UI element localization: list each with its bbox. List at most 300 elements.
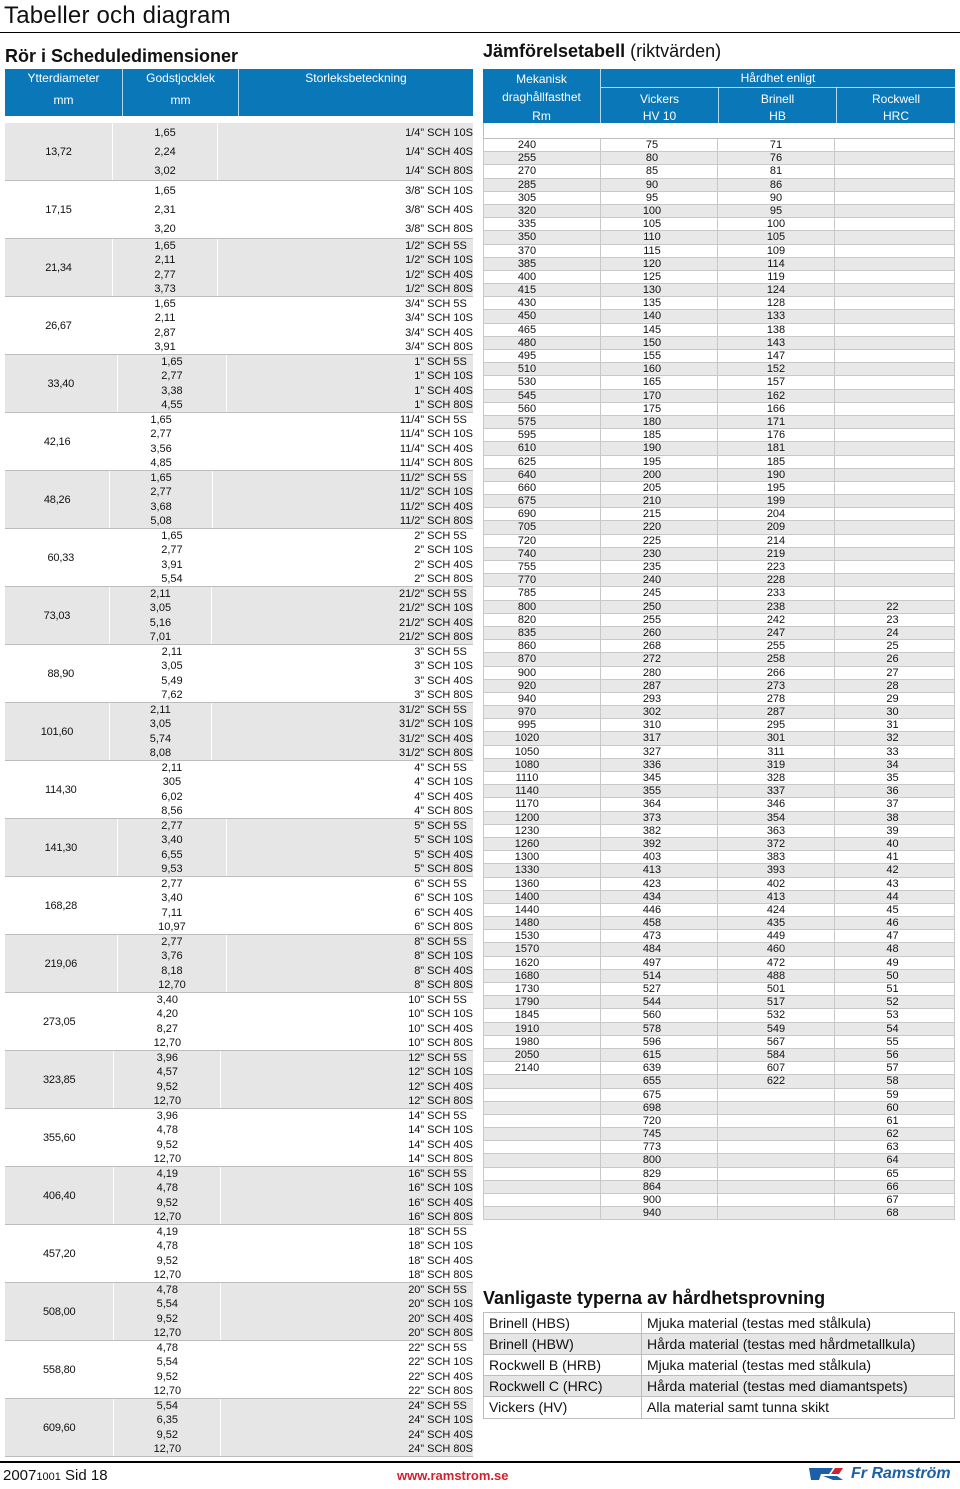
page-title: Tabeller och diagram bbox=[4, 2, 231, 29]
hardness-row bbox=[484, 759, 954, 772]
test-type-description: Hårda material (testas med hårdmetallkula) bbox=[647, 1336, 916, 1352]
brinell-cell: 383 bbox=[718, 851, 835, 863]
tensile-strength-cell: 640 bbox=[484, 469, 601, 481]
vickers-cell: 413 bbox=[601, 864, 718, 876]
wall-thickness-value: 7,11 bbox=[161, 906, 183, 919]
tensile-strength-cell: 940 bbox=[484, 693, 601, 705]
tensile-strength-cell bbox=[484, 1168, 601, 1180]
vickers-cell: 423 bbox=[601, 878, 718, 890]
outer-diameter-cell: 60,33 bbox=[47, 551, 75, 564]
vickers-cell: 145 bbox=[601, 324, 718, 336]
brinell-cell: 162 bbox=[718, 390, 835, 402]
test-type-description: Mjuka material (testas med stålkula) bbox=[647, 1357, 872, 1373]
wall-thickness-cell bbox=[117, 645, 227, 702]
pipe-group-row bbox=[5, 703, 473, 761]
wall-thickness-value: 3,68 bbox=[150, 500, 172, 513]
brinell-cell: 460 bbox=[718, 943, 835, 955]
hardness-row bbox=[484, 561, 954, 574]
vickers-cell: 458 bbox=[601, 917, 718, 929]
size-designation-value: 2” SCH 40S bbox=[414, 558, 473, 571]
tensile-strength-cell: 1440 bbox=[484, 904, 601, 916]
brinell-cell: 138 bbox=[718, 324, 835, 336]
rockwell-cell bbox=[835, 271, 954, 283]
hardness-row bbox=[484, 310, 954, 323]
brinell-cell: 214 bbox=[718, 535, 835, 547]
tensile-strength-cell: 370 bbox=[484, 245, 601, 257]
test-type-description: Hårda material (testas med diamantspets) bbox=[647, 1378, 908, 1394]
wall-thickness-value: 9,52 bbox=[156, 1428, 179, 1441]
tensile-strength-cell: 920 bbox=[484, 680, 601, 692]
vickers-cell: 190 bbox=[601, 442, 718, 454]
tensile-strength-cell: 305 bbox=[484, 192, 601, 204]
tensile-strength-cell: 1230 bbox=[484, 825, 601, 837]
wall-thickness-value: 4,19 bbox=[156, 1168, 179, 1181]
size-designation-value: 8” SCH 40S bbox=[414, 964, 473, 977]
vickers-cell: 675 bbox=[601, 1089, 718, 1101]
size-designation-value: 20” SCH 10S bbox=[408, 1298, 473, 1311]
brinell-cell: 258 bbox=[718, 653, 835, 665]
outer-diameter-cell: 13,72 bbox=[45, 145, 72, 158]
brinell-cell: 124 bbox=[718, 284, 835, 296]
brinell-header: Brinell bbox=[760, 92, 795, 106]
mek-header: Mekanisk bbox=[516, 72, 567, 86]
footer-rule bbox=[0, 1461, 960, 1463]
tensile-strength-cell: 800 bbox=[484, 601, 601, 613]
wall-thickness-value: 1,65 bbox=[154, 184, 176, 197]
brinell-cell: 105 bbox=[718, 231, 835, 243]
tensile-strength-cell: 675 bbox=[484, 495, 601, 507]
vickers-cell: 403 bbox=[601, 851, 718, 863]
size-designation-value: 8” SCH 10S bbox=[414, 950, 473, 963]
rockwell-cell: 35 bbox=[886, 772, 899, 784]
tensile-strength-cell: 835 bbox=[484, 627, 601, 639]
vickers-cell: 327 bbox=[601, 746, 718, 758]
size-designation-cell bbox=[220, 993, 473, 1050]
outer-diameter-cell: 88,90 bbox=[47, 667, 75, 680]
size-designation-value: 6” SCH 10S bbox=[414, 892, 473, 905]
size-designation-value: 21/2” SCH 5S bbox=[399, 588, 467, 601]
tensile-strength-cell: 625 bbox=[484, 456, 601, 468]
wall-thickness-value: 2,31 bbox=[154, 203, 176, 216]
vickers-cell: 560 bbox=[601, 1009, 718, 1021]
vickers-cell: 100 bbox=[601, 205, 718, 217]
wall-thickness-cell bbox=[117, 761, 227, 818]
tensile-strength-cell: 970 bbox=[484, 706, 601, 718]
size-designation-value: 20” SCH 80S bbox=[408, 1326, 473, 1339]
brinell-cell: 337 bbox=[718, 785, 835, 797]
size-designation-cell bbox=[226, 935, 473, 992]
vickers-cell: 255 bbox=[601, 614, 718, 626]
tensile-strength-cell: 560 bbox=[484, 403, 601, 415]
brinell-cell: 247 bbox=[718, 627, 835, 639]
rockwell-cell bbox=[835, 139, 954, 151]
vickers-cell: 110 bbox=[601, 231, 718, 243]
wall-thickness-value: 2,77 bbox=[161, 936, 183, 949]
pipe-group-row bbox=[5, 529, 473, 587]
hardness-row bbox=[484, 442, 954, 455]
size-designation-cell bbox=[226, 819, 473, 876]
hardness-row bbox=[484, 996, 954, 1009]
rockwell-cell: 26 bbox=[886, 653, 899, 666]
pipe-group-row bbox=[5, 1399, 473, 1457]
footer-url: www.ramstrom.se bbox=[397, 1468, 509, 1483]
brinell-unit: HB bbox=[769, 109, 786, 123]
tensile-strength-cell: 755 bbox=[484, 561, 601, 573]
hardness-row bbox=[484, 627, 954, 640]
size-designation-value: 1” SCH 80S bbox=[414, 398, 473, 411]
brinell-cell bbox=[718, 1154, 835, 1166]
outer-diameter-cell: 457,20 bbox=[43, 1247, 76, 1260]
brinell-cell: 413 bbox=[718, 891, 835, 903]
wall-thickness-value: 4,78 bbox=[156, 1240, 179, 1253]
size-designation-value: 31/2” SCH 5S bbox=[399, 704, 467, 717]
tensile-strength-cell: 415 bbox=[484, 284, 601, 296]
size-designation-cell bbox=[211, 587, 473, 644]
hardness-row bbox=[484, 732, 954, 745]
tensile-strength-cell: 690 bbox=[484, 508, 601, 520]
vickers-cell: 527 bbox=[601, 983, 718, 995]
size-designation-value: 1” SCH 10S bbox=[414, 370, 473, 383]
test-type-name: Brinell (HBS) bbox=[484, 1313, 642, 1333]
brinell-cell: 607 bbox=[718, 1062, 835, 1074]
brinell-cell: 435 bbox=[718, 917, 835, 929]
brinell-cell: 402 bbox=[718, 878, 835, 890]
size-designation-value: 6” SCH 80S bbox=[414, 920, 473, 933]
rockwell-cell: 38 bbox=[886, 811, 899, 824]
outer-diameter-cell: 219,06 bbox=[44, 957, 78, 970]
hardness-header-gap bbox=[483, 123, 955, 139]
brinell-cell: 255 bbox=[718, 640, 835, 652]
brinell-cell: 223 bbox=[718, 561, 835, 573]
size-designation-value: 1/4” SCH 80S bbox=[405, 164, 473, 177]
rockwell-cell: 66 bbox=[886, 1180, 899, 1193]
rockwell-cell bbox=[835, 442, 954, 454]
vickers-cell: 639 bbox=[601, 1062, 718, 1074]
pipe-group-row bbox=[5, 877, 473, 935]
wall-thickness-cell bbox=[113, 993, 220, 1050]
vickers-cell: 336 bbox=[601, 759, 718, 771]
hardness-row bbox=[484, 218, 954, 231]
vickers-cell: 287 bbox=[601, 680, 718, 692]
hardness-row bbox=[484, 680, 954, 693]
hardness-row bbox=[484, 693, 954, 706]
vickers-cell: 220 bbox=[601, 521, 718, 533]
wall-thickness-value: 9,53 bbox=[161, 862, 183, 875]
size-designation-value: 4” SCH 10S bbox=[414, 776, 473, 789]
brinell-cell bbox=[718, 1089, 835, 1101]
brinell-cell: 204 bbox=[718, 508, 835, 520]
tensile-strength-cell: 385 bbox=[484, 258, 601, 270]
brinell-cell: 295 bbox=[718, 719, 835, 731]
wall-thickness-value: 2,11 bbox=[154, 254, 176, 267]
rockwell-cell: 61 bbox=[886, 1114, 899, 1127]
brinell-cell: 517 bbox=[718, 996, 835, 1008]
rockwell-cell bbox=[835, 324, 954, 336]
rockwell-cell: 58 bbox=[886, 1075, 899, 1088]
outer-diameter-cell: 26,67 bbox=[45, 319, 72, 332]
mek-header-2: draghållfasthet bbox=[502, 90, 581, 104]
brinell-cell: 266 bbox=[718, 667, 835, 679]
hardness-row bbox=[484, 943, 954, 956]
size-designation-value: 3/8” SCH 80S bbox=[405, 222, 473, 235]
size-designation-value: 4” SCH 80S bbox=[414, 804, 473, 817]
tensile-strength-cell: 900 bbox=[484, 667, 601, 679]
size-designation-cell bbox=[212, 471, 473, 528]
size-designation-value: 18” SCH 80S bbox=[408, 1268, 473, 1281]
outer-diameter-cell: 33,40 bbox=[47, 377, 75, 390]
hardness-row bbox=[484, 706, 954, 719]
size-designation-value: 14” SCH 40S bbox=[408, 1138, 473, 1151]
size-designation-value: 12” SCH 80S bbox=[408, 1094, 473, 1107]
wall-thickness-value: 2,11 bbox=[150, 588, 171, 601]
size-designation-cell bbox=[220, 1283, 473, 1340]
wall-thickness-value: 2,11 bbox=[161, 646, 183, 659]
rockwell-cell: 23 bbox=[886, 613, 899, 626]
rockwell-cell bbox=[835, 561, 954, 573]
hardness-row bbox=[484, 205, 954, 218]
hardness-row bbox=[484, 1128, 954, 1141]
hardness-table-header bbox=[483, 69, 955, 123]
vickers-cell: 80 bbox=[601, 152, 718, 164]
brinell-cell bbox=[718, 1194, 835, 1206]
wall-thickness-value: 3,76 bbox=[161, 950, 183, 963]
hardness-row bbox=[484, 653, 954, 666]
tensile-strength-cell: 575 bbox=[484, 416, 601, 428]
hardness-row bbox=[484, 825, 954, 838]
vickers-cell: 245 bbox=[601, 587, 718, 599]
vickers-cell: 293 bbox=[601, 693, 718, 705]
rockwell-cell bbox=[835, 363, 954, 375]
brinell-cell: 346 bbox=[718, 798, 835, 810]
wall-thickness-value: 9,52 bbox=[156, 1138, 179, 1151]
hardness-row bbox=[484, 376, 954, 389]
tensile-strength-cell bbox=[484, 1102, 601, 1114]
vickers-cell: 210 bbox=[601, 495, 718, 507]
size-designation-value: 21/2” SCH 80S bbox=[399, 630, 473, 643]
wall-thickness-cell bbox=[113, 1283, 220, 1340]
rockwell-cell bbox=[835, 456, 954, 468]
tensile-strength-cell: 1680 bbox=[484, 970, 601, 982]
wall-thickness-value: 9,52 bbox=[156, 1080, 179, 1093]
wall-thickness-value: 10,97 bbox=[158, 920, 186, 933]
rockwell-cell bbox=[835, 310, 954, 322]
hardness-row bbox=[484, 416, 954, 429]
wall-thickness-cell bbox=[112, 123, 217, 180]
vickers-cell: 373 bbox=[601, 812, 718, 824]
brand-mark-icon bbox=[807, 1466, 845, 1482]
wall-header: Godstjocklek bbox=[146, 71, 215, 85]
rockwell-cell bbox=[835, 574, 954, 586]
tensile-strength-cell bbox=[484, 1141, 601, 1153]
wall-thickness-value: 3,05 bbox=[161, 660, 183, 673]
brinell-cell: 287 bbox=[718, 706, 835, 718]
test-type-row bbox=[484, 1397, 954, 1418]
tensile-strength-cell: 1790 bbox=[484, 996, 601, 1008]
size-header: Storleksbeteckning bbox=[305, 71, 407, 85]
vickers-cell: 720 bbox=[601, 1115, 718, 1127]
vickers-cell: 514 bbox=[601, 970, 718, 982]
outer-diameter-cell: 508,00 bbox=[43, 1305, 76, 1318]
tensile-strength-cell: 1200 bbox=[484, 812, 601, 824]
hardness-row bbox=[484, 152, 954, 165]
wall-thickness-value: 12,70 bbox=[153, 1442, 182, 1455]
wall-thickness-value: 1,65 bbox=[154, 298, 176, 311]
size-designation-value: 11/4” SCH 40S bbox=[399, 442, 473, 455]
vickers-cell: 698 bbox=[601, 1102, 718, 1114]
brinell-cell: 488 bbox=[718, 970, 835, 982]
test-type-row bbox=[484, 1334, 954, 1355]
pipe-group-row bbox=[5, 297, 473, 355]
vickers-cell: 170 bbox=[601, 390, 718, 402]
hardness-row bbox=[484, 930, 954, 943]
rockwell-cell: 48 bbox=[886, 943, 899, 956]
brinell-cell: 86 bbox=[718, 179, 835, 191]
rockwell-cell bbox=[835, 535, 954, 547]
rockwell-cell: 55 bbox=[886, 1035, 899, 1048]
wall-thickness-cell bbox=[109, 703, 211, 760]
brinell-cell: 199 bbox=[718, 495, 835, 507]
pipe-group-row bbox=[5, 1109, 473, 1167]
wall-thickness-value: 7,62 bbox=[161, 688, 183, 701]
hardness-row bbox=[484, 891, 954, 904]
wall-thickness-cell bbox=[113, 1225, 220, 1282]
size-designation-cell bbox=[220, 1225, 473, 1282]
brinell-cell: 219 bbox=[718, 548, 835, 560]
brinell-cell bbox=[718, 1168, 835, 1180]
wall-thickness-value: 3,91 bbox=[154, 340, 176, 353]
rockwell-cell: 34 bbox=[886, 758, 899, 771]
hardness-row bbox=[484, 746, 954, 759]
size-designation-value: 16” SCH 5S bbox=[408, 1168, 467, 1181]
size-designation-value: 20” SCH 40S bbox=[408, 1312, 473, 1325]
outer-diameter-cell: 101,60 bbox=[40, 725, 74, 738]
tensile-strength-cell: 785 bbox=[484, 587, 601, 599]
hardness-row bbox=[484, 1089, 954, 1102]
size-designation-value: 11/4” SCH 5S bbox=[399, 414, 467, 427]
brinell-cell: 233 bbox=[718, 587, 835, 599]
rockwell-cell: 41 bbox=[886, 851, 899, 864]
hardness-row bbox=[484, 456, 954, 469]
brinell-cell: 278 bbox=[718, 693, 835, 705]
size-designation-value: 2” SCH 10S bbox=[414, 544, 473, 557]
rockwell-cell bbox=[835, 165, 954, 177]
vickers-cell: 773 bbox=[601, 1141, 718, 1153]
rockwell-cell bbox=[835, 284, 954, 296]
brinell-cell: 181 bbox=[718, 442, 835, 454]
rockwell-cell: 46 bbox=[886, 917, 899, 930]
rockwell-cell: 27 bbox=[886, 666, 899, 679]
pipe-group-row bbox=[5, 1225, 473, 1283]
rockwell-cell: 63 bbox=[886, 1141, 899, 1154]
outer-diameter-cell: 17,15 bbox=[45, 203, 72, 216]
hardness-row bbox=[484, 139, 954, 152]
wall-thickness-value: 1,65 bbox=[154, 240, 176, 253]
outer-diameter-cell: 21,34 bbox=[45, 261, 72, 274]
wall-thickness-value: 12,70 bbox=[153, 1384, 182, 1397]
tensile-strength-cell: 450 bbox=[484, 310, 601, 322]
tensile-strength-cell: 1300 bbox=[484, 851, 601, 863]
vickers-cell: 864 bbox=[601, 1181, 718, 1193]
brinell-cell: 393 bbox=[718, 864, 835, 876]
hardness-group-header: Hårdhet enligt bbox=[740, 71, 816, 85]
rockwell-cell bbox=[835, 179, 954, 191]
brinell-cell: 622 bbox=[718, 1075, 835, 1087]
size-designation-value: 6” SCH 5S bbox=[414, 878, 467, 891]
tensile-strength-cell: 480 bbox=[484, 337, 601, 349]
size-designation-value: 5” SCH 80S bbox=[414, 862, 473, 875]
wall-thickness-value: 8,18 bbox=[161, 964, 183, 977]
vickers-cell: 544 bbox=[601, 996, 718, 1008]
hardness-heading bbox=[483, 41, 721, 62]
tensile-strength-cell: 320 bbox=[484, 205, 601, 217]
vickers-cell: 155 bbox=[601, 350, 718, 362]
wall-thickness-value: 12,70 bbox=[153, 1036, 182, 1049]
vickers-cell: 268 bbox=[601, 640, 718, 652]
brinell-cell: 185 bbox=[718, 456, 835, 468]
brinell-cell: 567 bbox=[718, 1036, 835, 1048]
hardness-row bbox=[484, 1102, 954, 1115]
rockwell-cell: 32 bbox=[886, 732, 899, 745]
vickers-cell: 302 bbox=[601, 706, 718, 718]
hardness-row bbox=[484, 508, 954, 521]
size-designation-value: 3/4” SCH 10S bbox=[405, 312, 473, 325]
rockwell-cell bbox=[835, 218, 954, 230]
hardness-row bbox=[484, 812, 954, 825]
brinell-cell: 354 bbox=[718, 812, 835, 824]
size-designation-value: 3/8” SCH 10S bbox=[405, 184, 473, 197]
brinell-cell: 90 bbox=[718, 192, 835, 204]
rockwell-cell bbox=[835, 205, 954, 217]
hardness-table-body bbox=[483, 139, 955, 1220]
rockwell-cell: 25 bbox=[886, 640, 899, 653]
size-designation-value: 14” SCH 10S bbox=[408, 1124, 473, 1137]
vickers-cell: 90 bbox=[601, 179, 718, 191]
rockwell-cell: 56 bbox=[886, 1048, 899, 1061]
size-designation-cell bbox=[217, 181, 473, 238]
footer-date-main: 2007 bbox=[3, 1467, 37, 1484]
hardness-row bbox=[484, 548, 954, 561]
hardness-row bbox=[484, 640, 954, 653]
vickers-cell: 250 bbox=[601, 601, 718, 613]
vickers-cell: 484 bbox=[601, 943, 718, 955]
vickers-cell: 578 bbox=[601, 1023, 718, 1035]
size-designation-value: 1” SCH 5S bbox=[414, 356, 467, 369]
rockwell-cell bbox=[835, 548, 954, 560]
vickers-cell: 280 bbox=[601, 667, 718, 679]
tensile-strength-cell: 820 bbox=[484, 614, 601, 626]
vickers-cell: 355 bbox=[601, 785, 718, 797]
brinell-cell: 532 bbox=[718, 1009, 835, 1021]
hardness-row bbox=[484, 337, 954, 350]
rockwell-cell: 39 bbox=[886, 824, 899, 837]
tensile-strength-cell: 860 bbox=[484, 640, 601, 652]
pipe-group-row bbox=[5, 1341, 473, 1399]
test-type-name: Brinell (HBW) bbox=[484, 1334, 642, 1354]
vickers-cell: 260 bbox=[601, 627, 718, 639]
hardness-row bbox=[484, 798, 954, 811]
size-designation-cell bbox=[211, 703, 473, 760]
hardness-row bbox=[484, 429, 954, 442]
tensile-strength-cell: 1730 bbox=[484, 983, 601, 995]
size-designation-value: 1/4” SCH 40S bbox=[405, 145, 473, 158]
tensile-strength-cell bbox=[484, 1089, 601, 1101]
tensile-strength-cell: 1910 bbox=[484, 1023, 601, 1035]
hardness-row bbox=[484, 1168, 954, 1181]
wall-thickness-value: 12,70 bbox=[158, 978, 186, 991]
rockwell-cell: 64 bbox=[886, 1154, 899, 1167]
vickers-cell: 382 bbox=[601, 825, 718, 837]
size-designation-value: 3” SCH 40S bbox=[414, 674, 473, 687]
